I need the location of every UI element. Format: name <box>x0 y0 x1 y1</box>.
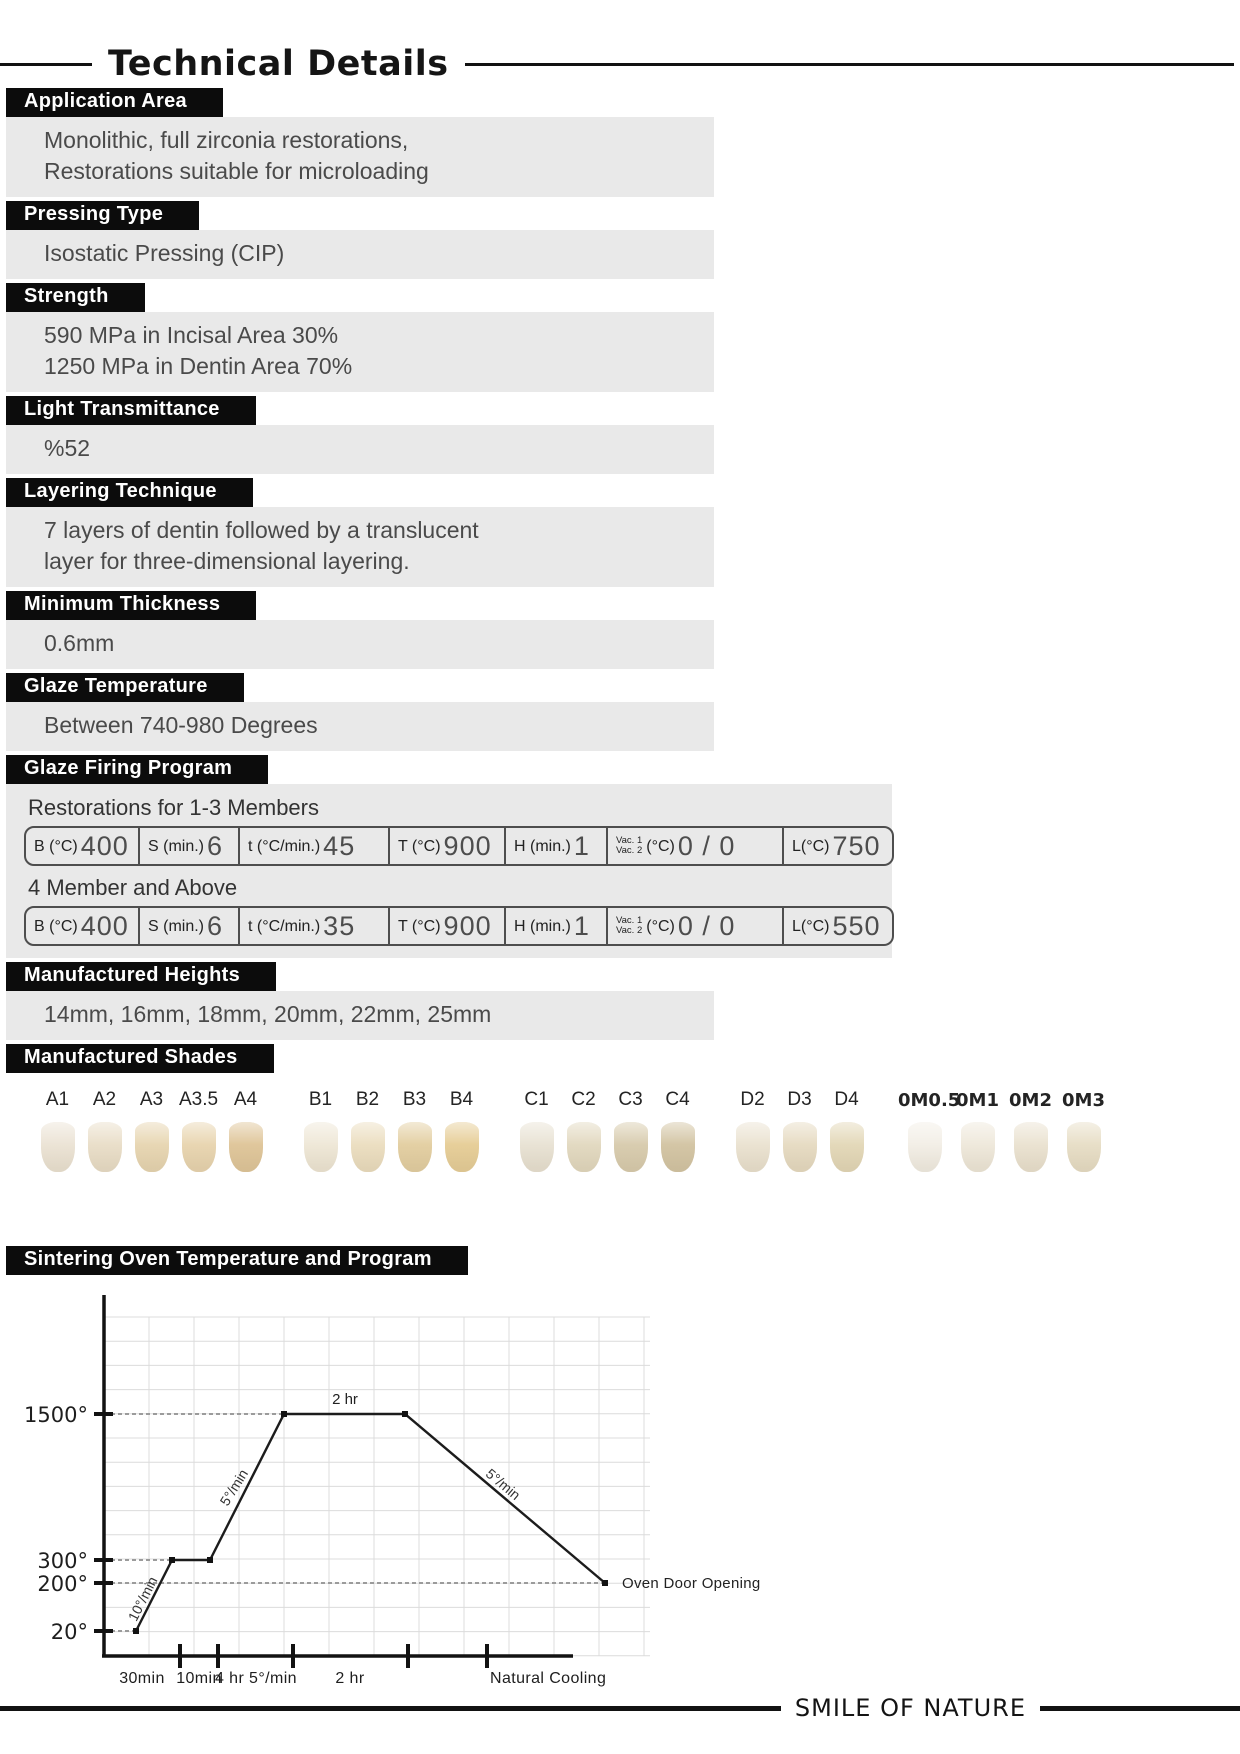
footer-rule-right <box>1040 1706 1240 1711</box>
sintering-temperature-chart <box>0 1283 1240 1703</box>
shade-item <box>654 1089 701 1172</box>
tooth-swatch <box>736 1122 770 1172</box>
param-label: H (min.) <box>514 917 571 935</box>
tooth-swatch <box>135 1122 169 1172</box>
tooth-swatch <box>182 1122 216 1172</box>
vacuum-label-line: Vac. 2 <box>616 925 643 936</box>
shade-label: D3 <box>787 1089 812 1110</box>
section-strength <box>0 283 1240 392</box>
oven-door-opening-label: Oven Door Opening <box>622 1575 761 1592</box>
param-label: (°C) <box>646 917 675 935</box>
section-label-bar: Layering Technique <box>6 478 253 507</box>
section-label-bar: Manufactured Shades <box>6 1044 274 1073</box>
firing-program-table <box>24 906 894 946</box>
y-tick-label: 300° <box>37 1549 88 1573</box>
tooth-swatch <box>567 1122 601 1172</box>
param-label: t (°C/min.) <box>248 917 321 935</box>
shade-item <box>175 1089 222 1172</box>
x-segment-label: 10min <box>176 1670 222 1687</box>
section-label-bar: Sintering Oven Temperature and Program <box>6 1246 468 1275</box>
temperature-profile-line <box>136 1414 605 1631</box>
slope-rate-label: 10°/min <box>124 1573 161 1624</box>
shade-label: C3 <box>618 1089 643 1110</box>
param-label: B (°C) <box>34 837 78 855</box>
firing-param-cell <box>238 908 388 944</box>
section-label-bar: Minimum Thickness <box>6 591 256 620</box>
page-header <box>0 44 1240 84</box>
shade-label: A1 <box>45 1089 70 1110</box>
section-minimum-thickness <box>0 591 1240 669</box>
tooth-swatch <box>520 1122 554 1172</box>
vacuum-label-line: Vac. 1 <box>616 835 643 846</box>
tooth-swatch <box>88 1122 122 1172</box>
shade-group-c <box>513 1089 701 1172</box>
param-label: t (°C/min.) <box>248 837 321 855</box>
section-text-line: 7 layers of dentin followed by a translucent <box>44 517 479 543</box>
hold-duration-label: 2 hr <box>332 1391 358 1408</box>
param-value: 6 <box>207 830 224 861</box>
shade-label: A2 <box>92 1089 117 1110</box>
param-label: L(°C) <box>792 837 830 855</box>
shade-label: D2 <box>740 1089 765 1110</box>
section-content-box <box>6 507 714 587</box>
section-content-box <box>6 117 714 197</box>
firing-param-cell <box>138 828 238 864</box>
param-label: H (min.) <box>514 837 571 855</box>
section-label-bar: Glaze Temperature <box>6 673 244 702</box>
brand-name: SMILE OF NATURE <box>794 1694 1026 1722</box>
section-light-transmittance <box>0 396 1240 474</box>
shade-item <box>776 1089 823 1172</box>
firing-param-cell <box>138 908 238 944</box>
x-segment-label: Natural Cooling <box>490 1670 607 1687</box>
firing-param-cell <box>782 828 892 864</box>
program-title: Restorations for 1-3 Members <box>28 795 319 820</box>
tooth-swatch <box>41 1122 75 1172</box>
tooth-swatch <box>351 1122 385 1172</box>
section-text-line: Restorations suitable for microloading <box>44 158 429 184</box>
shade-label: 0M1 <box>956 1090 999 1111</box>
firing-param-cell <box>606 828 782 864</box>
y-tick-label: 20° <box>50 1620 88 1644</box>
tooth-swatch <box>398 1122 432 1172</box>
shade-item <box>128 1089 175 1172</box>
shade-item <box>560 1089 607 1172</box>
profile-point-marker <box>402 1411 408 1417</box>
shade-guide-row <box>34 1089 1240 1172</box>
footer <box>0 1694 1240 1722</box>
page-title: Technical Details <box>108 44 449 84</box>
tooth-swatch <box>661 1122 695 1172</box>
program-title: 4 Member and Above <box>28 875 238 900</box>
param-label: S (min.) <box>148 837 204 855</box>
shade-label: B2 <box>355 1089 380 1110</box>
shade-label: C4 <box>665 1089 690 1110</box>
section-label-bar: Manufactured Heights <box>6 962 276 991</box>
section-label-bar: Glaze Firing Program <box>6 755 268 784</box>
profile-point-marker <box>133 1628 139 1634</box>
section-label-bar: Strength <box>6 283 145 312</box>
x-segment-label: 30min <box>119 1670 165 1687</box>
shade-item <box>823 1089 870 1172</box>
shade-label: 0M3 <box>1062 1090 1105 1111</box>
section-layering-technique <box>0 478 1240 587</box>
firing-param-cell <box>26 828 138 864</box>
shade-item <box>729 1089 776 1172</box>
section-content-box <box>6 230 714 279</box>
tooth-swatch <box>830 1122 864 1172</box>
shade-label: B1 <box>308 1089 333 1110</box>
section-sintering-program <box>0 1246 1240 1703</box>
shade-item <box>951 1090 1004 1172</box>
param-label: B (°C) <box>34 917 78 935</box>
footer-rule-left <box>0 1706 781 1711</box>
firing-param-cell <box>782 908 892 944</box>
y-tick-label: 200° <box>37 1572 88 1596</box>
title-rule-left <box>0 63 92 66</box>
param-label: S (min.) <box>148 917 204 935</box>
shade-label: B4 <box>449 1089 474 1110</box>
content <box>0 88 1240 1703</box>
firing-param-cell <box>388 908 504 944</box>
firing-param-cell <box>388 828 504 864</box>
param-label: (°C) <box>646 837 675 855</box>
shade-group-a <box>34 1089 269 1172</box>
shade-item <box>1057 1090 1110 1172</box>
section-text-line: 590 MPa in Incisal Area 30% <box>44 322 339 348</box>
param-value: 900 <box>443 830 492 861</box>
tooth-swatch <box>304 1122 338 1172</box>
vacuum-label <box>616 836 642 856</box>
section-content-box <box>6 620 714 669</box>
shade-item <box>607 1089 654 1172</box>
section-pressing-type <box>0 201 1240 279</box>
slope-rate-label: 5°/min <box>216 1466 252 1509</box>
section-text-line: 14mm, 16mm, 18mm, 20mm, 22mm, 25mm <box>44 1001 492 1027</box>
param-value: 6 <box>207 910 224 941</box>
firing-param-cell <box>504 908 606 944</box>
section-content-box <box>6 425 714 474</box>
section-text-line: Monolithic, full zirconia restorations, <box>44 127 409 153</box>
tooth-swatch <box>445 1122 479 1172</box>
param-value: 35 <box>323 910 356 941</box>
shade-label: 0M0.5 <box>898 1090 961 1111</box>
tooth-swatch <box>961 1122 995 1172</box>
section-content-box <box>6 991 714 1040</box>
shade-item <box>34 1089 81 1172</box>
shade-group-om <box>898 1090 1110 1172</box>
tooth-swatch <box>908 1122 942 1172</box>
param-value: 750 <box>832 830 881 861</box>
firing-param-cell <box>606 908 782 944</box>
slope-rate-label: 5°/min <box>482 1465 524 1504</box>
firing-param-cell <box>504 828 606 864</box>
section-manufactured-heights <box>0 962 1240 1040</box>
profile-point-marker <box>207 1557 213 1563</box>
profile-point-marker <box>602 1580 608 1586</box>
section-label-bar: Application Area <box>6 88 223 117</box>
tooth-swatch <box>229 1122 263 1172</box>
firing-param-cell <box>26 908 138 944</box>
shade-label: A3.5 <box>178 1089 219 1110</box>
tooth-swatch <box>1014 1122 1048 1172</box>
param-label: T (°C) <box>398 837 441 855</box>
x-segment-label: 2 hr <box>335 1670 365 1687</box>
tooth-swatch <box>783 1122 817 1172</box>
section-text-line: %52 <box>44 435 91 461</box>
section-manufactured-shades <box>0 1044 1240 1172</box>
section-text-line: Between 740-980 Degrees <box>44 712 318 738</box>
shade-label: A3 <box>139 1089 164 1110</box>
param-value: 0 / 0 <box>677 830 736 861</box>
shade-item <box>391 1089 438 1172</box>
vacuum-label <box>616 916 642 936</box>
param-label: L(°C) <box>792 917 830 935</box>
shade-item <box>513 1089 560 1172</box>
param-value: 550 <box>832 910 881 941</box>
tooth-swatch <box>1067 1122 1101 1172</box>
section-glaze-temperature <box>0 673 1240 751</box>
x-segment-label: 4 hr 5°/min <box>215 1670 297 1687</box>
shade-label: C2 <box>571 1089 596 1110</box>
section-text-line: Isostatic Pressing (CIP) <box>44 240 285 266</box>
section-glaze-firing-program <box>0 755 1240 958</box>
vacuum-label-line: Vac. 1 <box>616 915 643 926</box>
shade-item <box>1004 1090 1057 1172</box>
shade-item <box>344 1089 391 1172</box>
shade-item <box>438 1089 485 1172</box>
firing-program-table <box>24 826 894 866</box>
firing-param-cell <box>238 828 388 864</box>
param-value: 400 <box>80 910 129 941</box>
shade-label: 0M2 <box>1009 1090 1052 1111</box>
y-tick-label: 1500° <box>24 1403 88 1427</box>
param-value: 1 <box>573 830 590 861</box>
glaze-program-box <box>6 784 892 958</box>
profile-point-marker <box>281 1411 287 1417</box>
param-value: 900 <box>443 910 492 941</box>
shade-item <box>222 1089 269 1172</box>
section-text-line: layer for three-dimensional layering. <box>44 548 410 574</box>
section-content-box <box>6 312 714 392</box>
param-value: 400 <box>80 830 129 861</box>
shade-label: C1 <box>524 1089 549 1110</box>
shade-item <box>898 1090 961 1172</box>
profile-point-marker <box>169 1557 175 1563</box>
section-application-area <box>0 88 1240 197</box>
section-content-box <box>6 702 714 751</box>
title-rule-right <box>465 63 1234 66</box>
param-label: T (°C) <box>398 917 441 935</box>
shade-label: A4 <box>233 1089 258 1110</box>
section-label-bar: Light Transmittance <box>6 396 256 425</box>
shade-label: D4 <box>834 1089 859 1110</box>
vacuum-label-line: Vac. 2 <box>616 845 643 856</box>
shade-group-d <box>729 1089 870 1172</box>
param-value: 45 <box>323 830 356 861</box>
shade-item <box>297 1089 344 1172</box>
shade-group-b <box>297 1089 485 1172</box>
section-label-bar: Pressing Type <box>6 201 199 230</box>
param-value: 1 <box>573 910 590 941</box>
param-value: 0 / 0 <box>677 910 736 941</box>
shade-item <box>81 1089 128 1172</box>
tooth-swatch <box>614 1122 648 1172</box>
section-text-line: 0.6mm <box>44 630 115 656</box>
section-text-line: 1250 MPa in Dentin Area 70% <box>44 353 353 379</box>
shade-label: B3 <box>402 1089 427 1110</box>
